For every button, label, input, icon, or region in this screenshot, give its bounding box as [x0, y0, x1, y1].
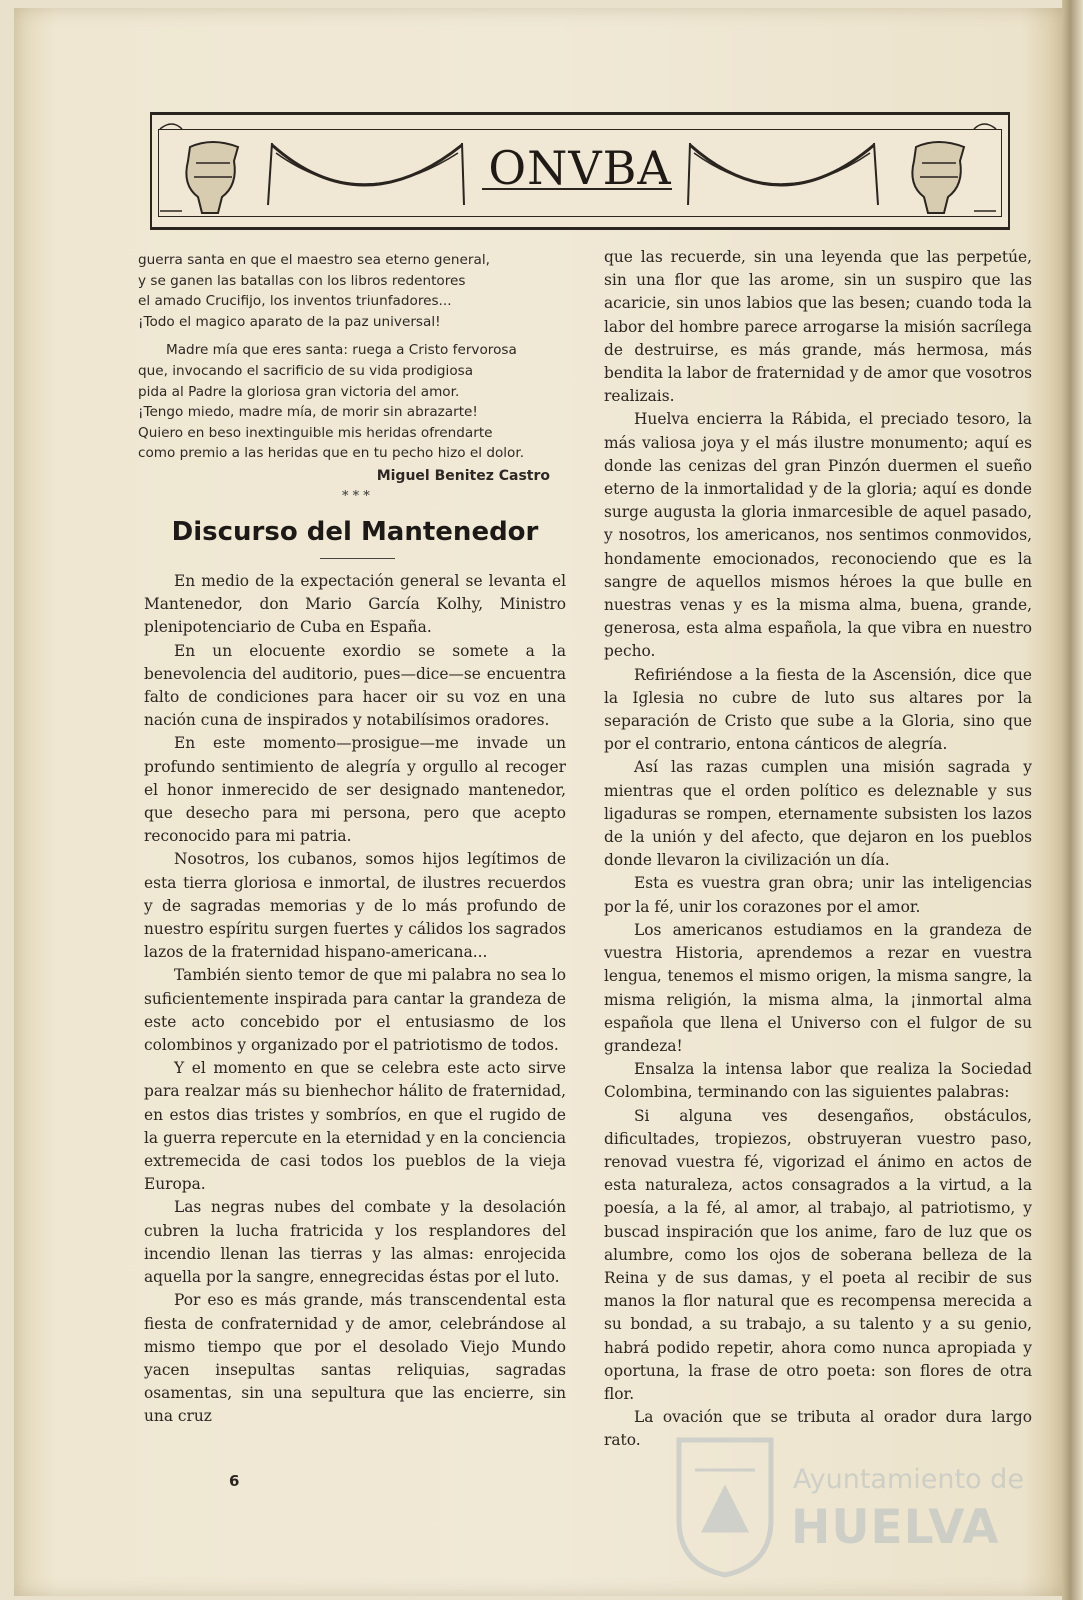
- article-paragraph: Y el momento en que se celebra este acto sirve para realzar más su bienhechor hálito de fraternidad, en estos dias tristes y sombríos, en que el rugido de la guerra repercute en la eternidad y en la conciencia extremecida de casi todos los pueblos de la vieja Europa.: [144, 1059, 566, 1194]
- article-paragraph: Si alguna ves desengaños, obstáculos, dificultades, tropiezos, obstruyeran vuestro paso, renovad vuestra fé, vigorizad el ánimo en actos de esta naturaleza, actos consagrados a la virtud, a la poesía, a la fé, al amor, al trabajo, al patriotismo, y buscad inspiración que los anime, faro de luz que os alumbre, como los ojos de soberana belleza de la Reina y de sus damas, y el poeta al recibir de sus manos la flor natural que es recompensa merecida a su bondad, a su trabajo, a su talento y a su genio, habrá podido repetir, ahora como nunca apropiada y oportuna, la frase de otro poeta: son flores de otra flor.: [604, 1106, 1032, 1403]
- title-rule: [320, 558, 395, 559]
- article-paragraph: Ensalza la intensa labor que realiza la Sociedad Colombina, terminando con las siguientes palabras:: [604, 1060, 1032, 1102]
- watermark-line1: Ayuntamiento de: [793, 1464, 1024, 1495]
- article-paragraph: También siento temor de que mi palabra no sea lo suficientemente inspirada para cantar la grandeza de este acto concebido por el entusiasmo de los colombinos y organizado por el patriotismo de todos.: [144, 966, 566, 1055]
- article-paragraph: En medio de la expectación general se levanta el Mantenedor, don Mario García Kolhy, Ministro plenipotenciario de Cuba en España.: [144, 572, 566, 637]
- poem-line: Madre mía que eres santa: ruega a Cristo fervorosa: [166, 342, 517, 359]
- city-crest-icon: [665, 1430, 785, 1580]
- poem-line: y se ganen las batallas con los libros redentores: [138, 272, 466, 289]
- article-paragraph: La ovación que se tributa al orador dura largo rato.: [604, 1408, 1032, 1450]
- article-paragraph: Las negras nubes del combate y la desolación cubren la lucha fratricida y los resplandores del incendio llenan las tierras y las almas: enrojecida aquella por la sangre, ennegrecidas éstas por el luto.: [144, 1198, 566, 1287]
- article-paragraph: Así las razas cumplen una misión sagrada y mientras que el orden político es deleznable y sus ligaduras se rompen, eternamente subsisten los lazos de la unión y del afecto, que dejaron en los pueblos donde llevaron la civilización un día.: [604, 758, 1032, 870]
- poem-line: ¡Todo el magico aparato de la paz universal!: [138, 313, 441, 330]
- poem-line: ¡Tengo miedo, madre mía, de morir sin abrazarte!: [138, 404, 478, 421]
- article-paragraph: Nosotros, los cubanos, somos hijos legítimos de esta tierra gloriosa e inmortal, de ilustres recuerdos y de sagradas memorias y de lo más profundo de nuestro espíritu surgen fuertes y cálidos los sagrados lazos de la fraternidad hispano-americana...: [144, 850, 566, 962]
- article-paragraph: En un elocuente exordio se somete a la benevolencia del auditorio, pues—dice—se encuentra falto de condiciones para hacer oir su voz en una nación cuna de inspirados y notabilísimos oradores.: [144, 641, 566, 730]
- poem-line: como premio a las heridas que en tu pecho hizo el dolor.: [138, 445, 525, 462]
- watermark-line2: HUELVA: [791, 1500, 1000, 1555]
- article-paragraph: Esta es vuestra gran obra; unir las inteligencias por la fé, unir los corazones por el amor.: [604, 874, 1032, 916]
- article-paragraph: Huelva encierra la Rábida, el preciado tesoro, la más valiosa joya y el más ilustre monumento; aquí es donde las cenizas del gran Pinzón duermen el sueño eterno de la inmortalidad y de la gloria; aquí es donde surge augusta la gloria inmarcesible de aquel pasado, y nosotros, los americanos, nos sentimos conmovidos, hondamente emocionados, reconociendo que es la sangre de aquellos mismos héroes la que bulle en nuestras venas y es la misma alma, buena, grande, generosa, esta alma española, la que vibra en nuestro pecho.: [604, 410, 1032, 661]
- poem-line: que, invocando el sacrificio de su vida prodigiosa: [138, 362, 474, 379]
- article-paragraph: Los americanos estudiamos en la grandeza de vuestra Historia, aprendemos a rezar en vuestra lengua, tenemos el mismo origen, la misma sangre, la misma religión, la misma alma, la ¡inmortal alma española que llena el Universo con el fulgor de su grandeza!: [604, 920, 1032, 1055]
- poem-author: Miguel Benitez Castro: [376, 467, 550, 484]
- article-title: Discurso del Mantenedor: [171, 517, 539, 547]
- section-divider: * * *: [342, 489, 370, 504]
- poem-line: el amado Crucifijo, los inventos triunfadores...: [138, 293, 452, 310]
- article-left-column: [144, 570, 566, 1429]
- article-paragraph: Por eso es más grande, más transcendental esta fiesta de confraternidad y de amor, celebrándose al mismo tiempo que por el desolado Viejo Mundo yacen insepultas santas reliquias, sagradas osamentas, sin una sepultura que las encierre, sin una cruz: [144, 1291, 566, 1426]
- article-paragraph: que las recuerde, sin una leyenda que las perpetúe, sin una flor que las arome, sin un suspiro que las acaricie, sin unos labios que las besen; cuando toda la labor del hombre parece arrogarse la misión sacrílega de destruirse, es más grande, más hermosa, más bendita la labor de fraternidad y de amor que vosotros realizais.: [604, 248, 1033, 406]
- archive-watermark: [665, 1430, 1045, 1580]
- article-paragraph: Refiriéndose a la fiesta de la Ascensión, dice que la Iglesia no cubre de luto sus altares por la separación de Cristo que sube a la Gloria, sino que por el contrario, entona cánticos de alegría.: [604, 665, 1032, 754]
- article-right-column: [604, 246, 1032, 1453]
- article-paragraph: En este momento—prosigue—me invade un profundo sentimiento de alegría y orgullo al recoger el honor inmerecido de ser designado mantenedor, que desecho para mi persona, pero que acepto reconocido para mi patria.: [144, 734, 566, 846]
- poem-line: Quiero en beso inextinguible mis heridas ofrendarte: [138, 424, 493, 441]
- masthead-title: ONVBA: [488, 141, 672, 195]
- masthead-banner: [150, 112, 1010, 230]
- page-number: 6: [229, 1472, 240, 1490]
- page-edge: [1062, 0, 1083, 1600]
- poem-line: pida al Padre la gloriosa gran victoria del amor.: [138, 383, 460, 400]
- poem-block: [138, 250, 550, 487]
- poem-line: guerra santa en que el maestro sea eterno general,: [138, 252, 490, 268]
